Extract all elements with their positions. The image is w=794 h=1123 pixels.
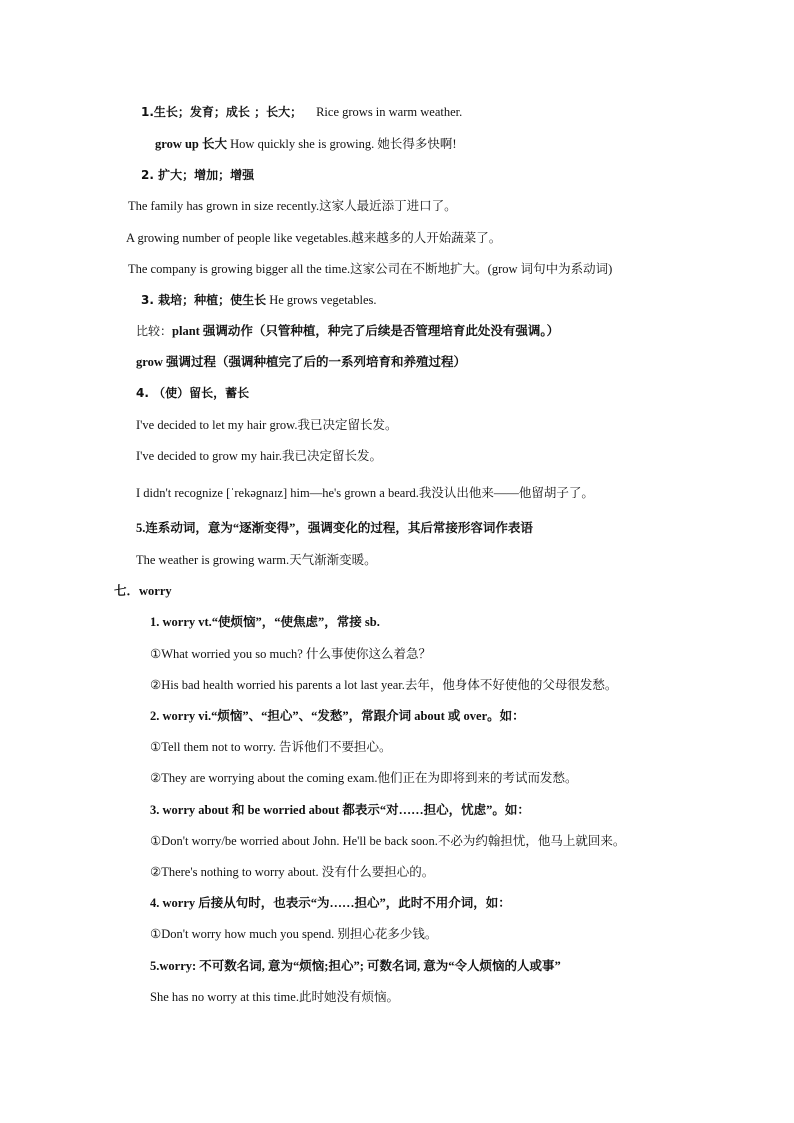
- compare-label: 比较：: [136, 324, 173, 338]
- grow-sense4-example-3: I didn't recognize [ˈrekəgnaɪz] him—he's grown a beard.我没认出他来——他留胡子了。: [136, 486, 594, 500]
- worry-p5-example-1: She has no worry at this time.此时她没有烦恼。: [150, 990, 399, 1004]
- worry-p2-example-2: ②They are worrying about the coming exam.他们正在为即将到来的考试而发愁。: [150, 771, 578, 785]
- grow-sense1-line: [141, 104, 462, 120]
- grow-sense3-heading: 3. 栽培；种植；使生长: [141, 293, 267, 307]
- grow-sense2-heading: 2. 扩大；增加；增强: [141, 168, 255, 182]
- grow-sense2-example-3: The company is growing bigger all the time.这家公司在不断地扩大。(grow 词句中为系动词): [128, 262, 613, 276]
- worry-p4-heading: 4. worry 后接从句时，也表示“为……担心”，此时不用介词，如：: [150, 896, 511, 910]
- grow-sense2-example-2: A growing number of people like vegetables.越来越多的人开始蔬菜了。: [126, 231, 502, 245]
- grow-sense3-line: [141, 292, 376, 308]
- grow-compare-grow: grow 强调过程（强调种植完了后的一系列培育和养殖过程）: [136, 355, 466, 369]
- worry-p3-example-2: ②There's nothing to worry about. 没有什么要担心的。: [150, 865, 435, 879]
- worry-p1-example-2: ②His bad health worried his parents a lot last year.去年，他身体不好使他的父母很发愁。: [150, 678, 618, 692]
- grow-sense1-example: Rice grows in warm weather.: [316, 105, 463, 119]
- grow-up-example: How quickly she is growing. 她长得多快啊!: [227, 137, 457, 151]
- grow-sense5-example: The weather is growing warm.天气渐渐变暖。: [136, 553, 377, 567]
- grow-sense3-example: He grows vegetables.: [266, 293, 377, 307]
- worry-section-title: 七．worry: [114, 584, 172, 598]
- worry-p2-heading: 2. worry vi.“烦恼”、“担心”、“发愁”，常跟介词 about 或 over。如：: [150, 709, 525, 723]
- grow-sense1-heading: 1.生长；发育；成长 ；长大；: [141, 105, 303, 119]
- grow-phrase-line: [155, 136, 457, 152]
- worry-p1-example-1: ①What worried you so much? 什么事使你这么着急？: [150, 647, 431, 661]
- grow-sense4-example-1: I've decided to let my hair grow.我已决定留长发。: [136, 418, 398, 432]
- grow-sense4-heading: 4. （使）留长，蓄长: [136, 386, 250, 400]
- grow-sense4-example-2: I've decided to grow my hair.我已决定留长发。: [136, 449, 382, 463]
- grow-sense5-heading: 5.连系动词，意为“逐渐变得”，强调变化的过程，其后常接形容词作表语: [136, 521, 533, 535]
- grow-sense2-example-1: The family has grown in size recently.这家人最近添丁进口了。: [128, 199, 457, 213]
- compare-plant-text: plant 强调动作（只管种植，种完了后续是否管理培育此处没有强调。）: [172, 324, 560, 338]
- grow-compare-plant: [136, 323, 559, 339]
- worry-p3-example-1: ①Don't worry/be worried about John. He'll be back soon.不必为约翰担忧，他马上就回来。: [150, 834, 626, 848]
- worry-p1-heading: 1. worry vt.“使烦恼”，“使焦虑”，常接 sb.: [150, 615, 380, 629]
- worry-p2-example-1: ①Tell them not to worry. 告诉他们不要担心。: [150, 740, 392, 754]
- worry-p5-heading: 5.worry: 不可数名词, 意为“烦恼;担心”; 可数名词, 意为“令人烦恼的人或事”: [150, 959, 561, 973]
- worry-p4-example-1: ①Don't worry how much you spend. 别担心花多少钱。: [150, 927, 438, 941]
- worry-p3-heading: 3. worry about 和 be worried about 都表示“对……担心，忧虑”。如：: [150, 803, 530, 817]
- grow-up-phrase: grow up 长大: [155, 137, 228, 151]
